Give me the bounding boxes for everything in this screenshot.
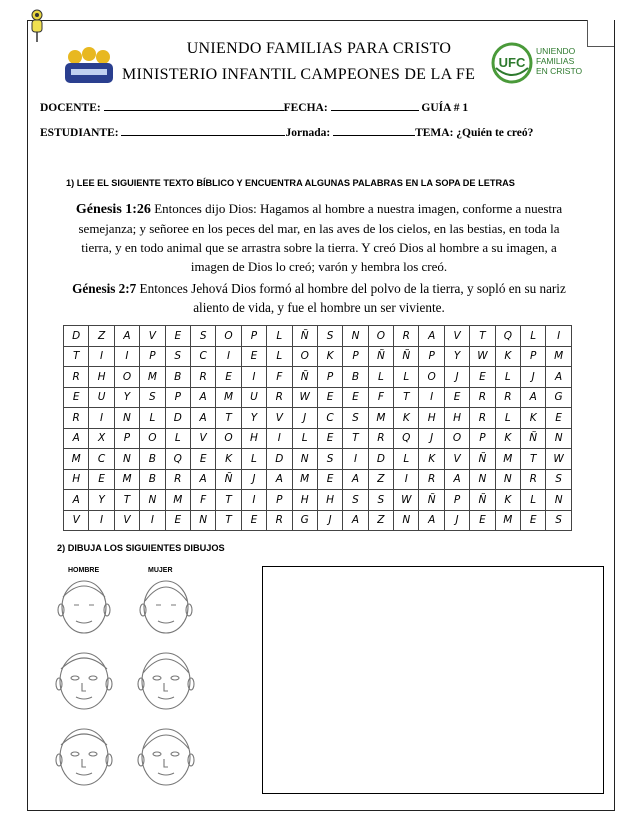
- word-search-cell[interactable]: R: [165, 469, 190, 490]
- face-man-1: [58, 581, 110, 633]
- word-search-cell[interactable]: A: [419, 510, 444, 531]
- word-search-cell[interactable]: N: [190, 510, 215, 531]
- word-search-cell[interactable]: M: [368, 408, 393, 429]
- fecha-label: FECHA:: [283, 102, 328, 114]
- estudiante-field[interactable]: [121, 126, 285, 136]
- word-search-cell[interactable]: N: [292, 449, 317, 470]
- word-search-cell[interactable]: W: [292, 387, 317, 408]
- face-woman-1: [140, 581, 192, 633]
- word-search-cell[interactable]: N: [546, 428, 571, 449]
- word-search-cell[interactable]: D: [64, 326, 89, 347]
- word-search-cell[interactable]: X: [89, 428, 114, 449]
- word-search-cell[interactable]: Ñ: [368, 346, 393, 367]
- word-search-cell[interactable]: R: [495, 387, 520, 408]
- tema-label: TEMA: ¿Quién te creó?: [415, 127, 534, 139]
- word-search-cell[interactable]: I: [89, 408, 114, 429]
- word-search-cell[interactable]: M: [546, 346, 571, 367]
- word-search-cell[interactable]: B: [343, 367, 368, 388]
- word-search-row: [64, 346, 572, 367]
- fecha-field[interactable]: [331, 101, 419, 111]
- word-search-cell[interactable]: Q: [394, 428, 419, 449]
- word-search-cell[interactable]: H: [292, 490, 317, 511]
- word-search-cell[interactable]: R: [470, 408, 495, 429]
- word-search-cell[interactable]: C: [89, 449, 114, 470]
- jornada-label: Jornada:: [285, 127, 331, 139]
- instruction-two: 2) DIBUJA LOS SIGUIENTES DIBUJOS: [57, 543, 225, 553]
- word-search-cell[interactable]: W: [546, 449, 571, 470]
- face-woman-2: [138, 653, 194, 709]
- word-search-cell[interactable]: A: [190, 387, 215, 408]
- word-search-row: [64, 428, 572, 449]
- word-search-cell[interactable]: N: [394, 510, 419, 531]
- word-search-cell[interactable]: B: [140, 449, 165, 470]
- word-search-cell[interactable]: S: [343, 490, 368, 511]
- word-search-cell[interactable]: L: [495, 408, 520, 429]
- word-search-cell[interactable]: Ñ: [216, 469, 241, 490]
- word-search-cell[interactable]: K: [521, 408, 546, 429]
- word-search-cell[interactable]: A: [343, 510, 368, 531]
- word-search-cell[interactable]: E: [317, 428, 342, 449]
- word-search-cell[interactable]: I: [89, 346, 114, 367]
- word-search-cell[interactable]: N: [495, 469, 520, 490]
- guia-label: GUÍA # 1: [421, 102, 469, 114]
- label-hombre: HOMBRE: [68, 567, 100, 574]
- word-search-cell[interactable]: P: [343, 346, 368, 367]
- word-search-cell[interactable]: K: [419, 449, 444, 470]
- word-search-cell[interactable]: P: [470, 428, 495, 449]
- word-search-cell[interactable]: Ñ: [470, 449, 495, 470]
- word-search-cell[interactable]: F: [368, 387, 393, 408]
- word-search-cell[interactable]: P: [241, 326, 266, 347]
- word-search-cell[interactable]: L: [368, 367, 393, 388]
- word-search-cell[interactable]: Ñ: [292, 367, 317, 388]
- word-search-cell[interactable]: A: [546, 367, 571, 388]
- word-search-cell[interactable]: V: [190, 428, 215, 449]
- word-search-cell[interactable]: M: [216, 387, 241, 408]
- word-search-cell[interactable]: Ñ: [419, 490, 444, 511]
- word-search-row: [64, 326, 572, 347]
- word-search-cell[interactable]: T: [470, 326, 495, 347]
- pushpin-icon: [28, 8, 46, 44]
- word-search-cell[interactable]: N: [470, 469, 495, 490]
- ufc-logo: [490, 40, 600, 86]
- word-search-row: [64, 510, 572, 531]
- word-search-cell[interactable]: R: [368, 428, 393, 449]
- word-search-cell[interactable]: E: [64, 387, 89, 408]
- word-search-cell[interactable]: M: [292, 469, 317, 490]
- word-search-cell[interactable]: D: [165, 408, 190, 429]
- word-search-cell[interactable]: E: [165, 326, 190, 347]
- word-search-cell[interactable]: P: [521, 346, 546, 367]
- word-search-cell[interactable]: G: [292, 510, 317, 531]
- word-search-row: [64, 387, 572, 408]
- word-search-cell[interactable]: H: [64, 469, 89, 490]
- word-search-cell[interactable]: Y: [241, 408, 266, 429]
- word-search-row: [64, 367, 572, 388]
- word-search-cell[interactable]: A: [343, 469, 368, 490]
- word-search-cell[interactable]: V: [267, 408, 292, 429]
- word-search-cell[interactable]: B: [140, 469, 165, 490]
- word-search-cell[interactable]: T: [216, 408, 241, 429]
- word-search-row: [64, 469, 572, 490]
- face-woman-3: [138, 729, 194, 785]
- word-search-cell[interactable]: K: [495, 428, 520, 449]
- word-search-cell[interactable]: Y: [89, 490, 114, 511]
- word-search-cell[interactable]: O: [140, 428, 165, 449]
- word-search-cell[interactable]: Ñ: [292, 326, 317, 347]
- word-search-cell[interactable]: S: [165, 346, 190, 367]
- word-search-cell[interactable]: O: [216, 428, 241, 449]
- word-search-cell[interactable]: S: [546, 469, 571, 490]
- ufc-logo-caption: UNIENDO FAMILIAS EN CRISTO: [536, 46, 583, 76]
- word-search-cell[interactable]: K: [216, 449, 241, 470]
- word-search-cell[interactable]: M: [64, 449, 89, 470]
- word-search-cell[interactable]: C: [317, 408, 342, 429]
- verse-ref: Génesis 2:7: [72, 281, 137, 296]
- word-search-cell[interactable]: R: [267, 510, 292, 531]
- word-search-cell[interactable]: E: [546, 408, 571, 429]
- word-search-cell[interactable]: Q: [495, 326, 520, 347]
- word-search-row: [64, 490, 572, 511]
- word-search-cell[interactable]: J: [444, 367, 469, 388]
- word-search-cell[interactable]: Q: [165, 449, 190, 470]
- word-search-cell[interactable]: I: [343, 449, 368, 470]
- word-search-cell[interactable]: E: [89, 469, 114, 490]
- word-search-cell[interactable]: A: [64, 428, 89, 449]
- word-search-cell[interactable]: J: [521, 367, 546, 388]
- word-search-cell[interactable]: Z: [368, 469, 393, 490]
- docente-row: [40, 101, 468, 114]
- word-search-grid: [63, 325, 572, 531]
- word-search-cell[interactable]: F: [267, 367, 292, 388]
- word-search-cell[interactable]: N: [114, 408, 139, 429]
- ufc-logo-mark: [490, 40, 534, 86]
- word-search-cell[interactable]: O: [292, 346, 317, 367]
- word-search-cell[interactable]: L: [140, 408, 165, 429]
- word-search-cell[interactable]: K: [394, 408, 419, 429]
- word-search-cell[interactable]: L: [394, 449, 419, 470]
- word-search-cell[interactable]: H: [317, 490, 342, 511]
- word-search-cell[interactable]: M: [114, 469, 139, 490]
- word-search-cell[interactable]: Y: [114, 387, 139, 408]
- word-search-cell[interactable]: E: [470, 510, 495, 531]
- word-search-cell[interactable]: I: [114, 346, 139, 367]
- jornada-field[interactable]: [333, 126, 415, 136]
- word-search-cell[interactable]: D: [267, 449, 292, 470]
- word-search-cell[interactable]: A: [444, 469, 469, 490]
- word-search-cell[interactable]: A: [521, 387, 546, 408]
- word-search-cell[interactable]: L: [241, 449, 266, 470]
- word-search-cell[interactable]: J: [444, 510, 469, 531]
- word-search-cell[interactable]: U: [241, 387, 266, 408]
- word-search-cell[interactable]: P: [165, 387, 190, 408]
- word-search-cell[interactable]: S: [546, 510, 571, 531]
- word-search-row: [64, 449, 572, 470]
- word-search-cell[interactable]: A: [419, 326, 444, 347]
- word-search-cell[interactable]: L: [267, 326, 292, 347]
- word-search-cell[interactable]: T: [394, 387, 419, 408]
- word-search-cell[interactable]: Ñ: [470, 490, 495, 511]
- word-search-cell[interactable]: N: [140, 490, 165, 511]
- word-search-cell[interactable]: W: [470, 346, 495, 367]
- word-search-cell[interactable]: R: [64, 367, 89, 388]
- word-search-cell[interactable]: E: [216, 367, 241, 388]
- word-search-cell[interactable]: C: [190, 346, 215, 367]
- word-search-cell[interactable]: J: [419, 428, 444, 449]
- drawing-box[interactable]: [262, 566, 604, 794]
- word-search-cell[interactable]: I: [89, 510, 114, 531]
- header-subtitle: MINISTERIO INFANTIL CAMPEONES DE LA FE: [122, 66, 476, 83]
- word-search-cell[interactable]: F: [190, 490, 215, 511]
- docente-label: DOCENTE:: [40, 102, 101, 114]
- label-mujer: MUJER: [148, 567, 173, 574]
- word-search-cell[interactable]: L: [521, 326, 546, 347]
- word-search-cell[interactable]: I: [241, 490, 266, 511]
- word-search-cell[interactable]: T: [114, 490, 139, 511]
- word-search-cell[interactable]: Ñ: [394, 346, 419, 367]
- word-search-cell[interactable]: E: [317, 469, 342, 490]
- word-search-cell[interactable]: I: [546, 326, 571, 347]
- word-search-cell[interactable]: N: [114, 449, 139, 470]
- word-search-cell[interactable]: A: [190, 408, 215, 429]
- word-search-cell[interactable]: S: [190, 326, 215, 347]
- word-search-cell[interactable]: A: [114, 326, 139, 347]
- word-search-cell[interactable]: I: [394, 469, 419, 490]
- word-search-cell[interactable]: M: [165, 490, 190, 511]
- word-search-cell[interactable]: O: [444, 428, 469, 449]
- word-search-cell[interactable]: E: [470, 367, 495, 388]
- word-search-cell[interactable]: I: [241, 367, 266, 388]
- word-search-cell[interactable]: I: [140, 510, 165, 531]
- word-search-cell[interactable]: O: [368, 326, 393, 347]
- word-search-cell[interactable]: N: [546, 490, 571, 511]
- verse-genesis-2-7: Génesis 2:7 Entonces Jehová Dios formó al hombre del polvo de la tierra, y sopló en su nariz aliento de vida, y fue el hombre un ser viviente.: [72, 281, 566, 315]
- word-search-cell[interactable]: L: [165, 428, 190, 449]
- word-search-cell[interactable]: K: [495, 490, 520, 511]
- word-search-cell[interactable]: I: [267, 428, 292, 449]
- word-search-cell[interactable]: B: [165, 367, 190, 388]
- word-search-cell[interactable]: E: [444, 387, 469, 408]
- word-search-cell[interactable]: R: [190, 367, 215, 388]
- word-search-cell[interactable]: P: [140, 346, 165, 367]
- word-search-row: [64, 408, 572, 429]
- word-search-cell[interactable]: O: [216, 326, 241, 347]
- word-search-cell[interactable]: T: [343, 428, 368, 449]
- word-search-cell[interactable]: E: [241, 346, 266, 367]
- word-search-cell[interactable]: V: [444, 326, 469, 347]
- verse-ref: Génesis 1:26: [75, 202, 151, 217]
- word-search-cell[interactable]: I: [216, 346, 241, 367]
- word-search-cell[interactable]: V: [64, 510, 89, 531]
- word-search-cell[interactable]: E: [190, 449, 215, 470]
- word-search-cell[interactable]: O: [114, 367, 139, 388]
- word-search-cell[interactable]: E: [343, 387, 368, 408]
- word-search-cell[interactable]: R: [419, 469, 444, 490]
- word-search-cell[interactable]: G: [546, 387, 571, 408]
- word-search-cell[interactable]: L: [394, 367, 419, 388]
- word-search-cell[interactable]: H: [241, 428, 266, 449]
- word-search-cell[interactable]: S: [368, 490, 393, 511]
- word-search-cell[interactable]: V: [140, 326, 165, 347]
- word-search-cell[interactable]: V: [444, 449, 469, 470]
- word-search-cell[interactable]: E: [521, 510, 546, 531]
- word-search-cell[interactable]: Y: [444, 346, 469, 367]
- word-search-cell[interactable]: K: [495, 346, 520, 367]
- faces-illustration: [46, 563, 251, 798]
- word-search-cell[interactable]: L: [267, 346, 292, 367]
- word-search-cell[interactable]: P: [419, 346, 444, 367]
- word-search-cell[interactable]: J: [292, 408, 317, 429]
- word-search-cell[interactable]: M: [140, 367, 165, 388]
- word-search-cell[interactable]: U: [89, 387, 114, 408]
- word-search-cell[interactable]: N: [343, 326, 368, 347]
- word-search-cell[interactable]: A: [64, 490, 89, 511]
- word-search-cell[interactable]: L: [292, 428, 317, 449]
- word-search-cell[interactable]: M: [495, 510, 520, 531]
- word-search-cell[interactable]: L: [495, 367, 520, 388]
- face-man-2: [56, 653, 112, 709]
- estudiante-label: ESTUDIANTE:: [40, 127, 119, 139]
- docente-field[interactable]: [104, 101, 284, 111]
- word-search-cell[interactable]: H: [419, 408, 444, 429]
- word-search-cell[interactable]: S: [317, 326, 342, 347]
- word-search-cell[interactable]: E: [165, 510, 190, 531]
- word-search-cell[interactable]: A: [267, 469, 292, 490]
- word-search-cell[interactable]: E: [317, 387, 342, 408]
- word-search-cell[interactable]: H: [444, 408, 469, 429]
- word-search-cell[interactable]: T: [64, 346, 89, 367]
- word-search-cell[interactable]: T: [216, 510, 241, 531]
- word-search-cell[interactable]: O: [419, 367, 444, 388]
- word-search-cell[interactable]: M: [495, 449, 520, 470]
- header-title: UNIENDO FAMILIAS PARA CRISTO: [186, 40, 452, 57]
- word-search-cell[interactable]: S: [317, 449, 342, 470]
- word-search-cell[interactable]: I: [419, 387, 444, 408]
- word-search-cell[interactable]: S: [140, 387, 165, 408]
- word-search-cell[interactable]: Z: [368, 510, 393, 531]
- word-search-cell[interactable]: K: [317, 346, 342, 367]
- word-search-cell[interactable]: Z: [89, 326, 114, 347]
- word-search-cell[interactable]: R: [64, 408, 89, 429]
- ufc-logo-letters: UFC: [498, 55, 526, 70]
- word-search-cell[interactable]: P: [317, 367, 342, 388]
- word-search-cell[interactable]: R: [521, 469, 546, 490]
- word-search-cell[interactable]: E: [241, 510, 266, 531]
- word-search-cell[interactable]: L: [521, 490, 546, 511]
- word-search-cell[interactable]: V: [114, 510, 139, 531]
- word-search-cell[interactable]: R: [470, 387, 495, 408]
- face-man-3: [56, 729, 112, 785]
- word-search-cell[interactable]: J: [241, 469, 266, 490]
- word-search-cell[interactable]: H: [89, 367, 114, 388]
- word-search-cell[interactable]: R: [267, 387, 292, 408]
- estudiante-row: [40, 126, 533, 139]
- word-search-cell[interactable]: R: [394, 326, 419, 347]
- word-search-cell[interactable]: S: [343, 408, 368, 429]
- word-search-cell[interactable]: T: [216, 490, 241, 511]
- instruction-one: 1) LEE EL SIGUIENTE TEXTO BÍBLICO Y ENCUENTRA ALGUNAS PALABRAS EN LA SOPA DE LETRAS: [66, 178, 515, 188]
- word-search-cell[interactable]: Ñ: [521, 428, 546, 449]
- word-search-cell[interactable]: T: [521, 449, 546, 470]
- word-search-cell[interactable]: P: [114, 428, 139, 449]
- word-search-cell[interactable]: D: [368, 449, 393, 470]
- word-search-cell[interactable]: J: [317, 510, 342, 531]
- word-search-cell[interactable]: W: [394, 490, 419, 511]
- word-search-cell[interactable]: P: [267, 490, 292, 511]
- word-search-cell[interactable]: A: [190, 469, 215, 490]
- word-search-cell[interactable]: P: [444, 490, 469, 511]
- verse-genesis-1-26: Génesis 1:26 Entonces dijo Dios: Hagamos al hombre a nuestra imagen, conforme a nuestra semejanza; y señoree en los peces del mar, en las aves de los cielos, en las bestias, en toda la tierra, y en todo animal que se arrastra sobre la tierra. Y creó Dios al hombre a su imagen, a imagen de Dios lo creó; varón y hembra los creó.: [75, 201, 563, 274]
